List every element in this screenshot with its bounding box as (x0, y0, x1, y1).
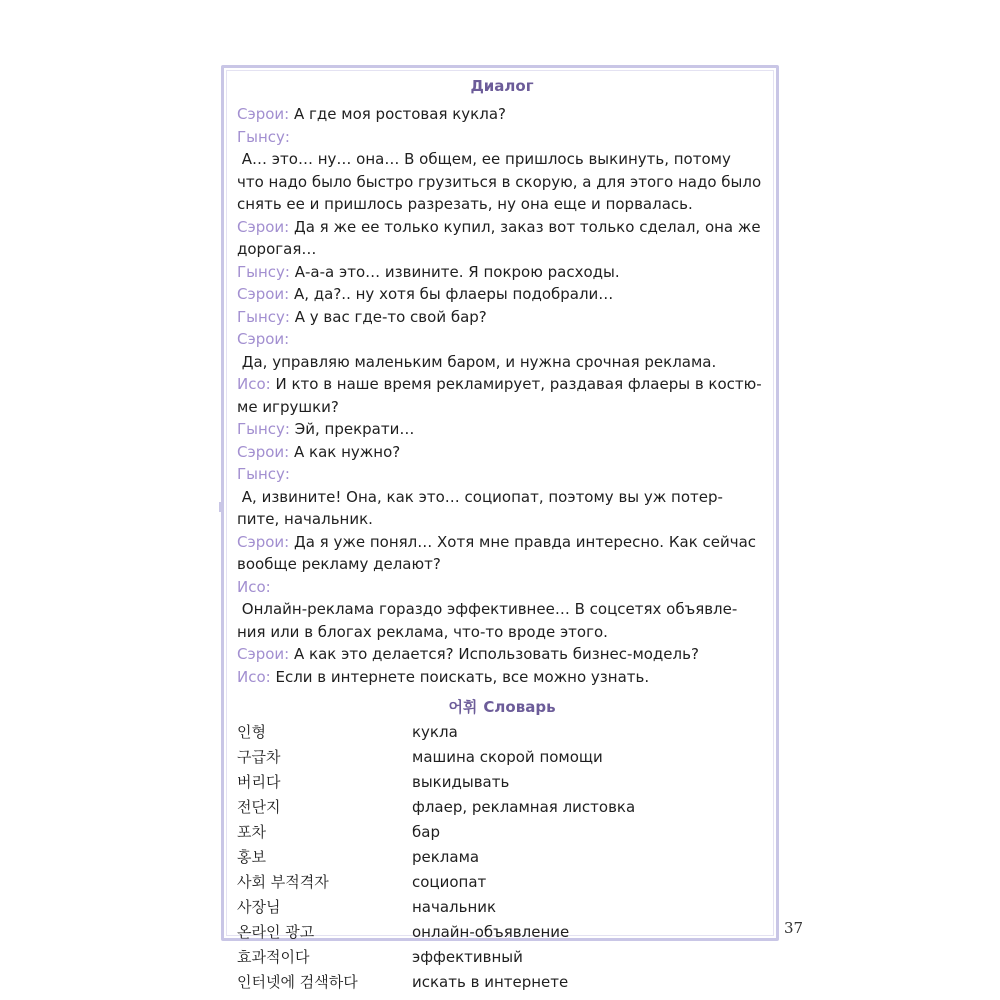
dialog-text: дорогая… (237, 240, 317, 258)
vocabulary-row (237, 895, 767, 920)
dialog-text: А как нужно? (289, 442, 401, 461)
vocabulary-russian-translation: машина скорой помощи (412, 748, 603, 766)
vocabulary-list (237, 720, 767, 995)
dialog-speaker: Гынсу: (237, 307, 290, 326)
dialog-text: А… это… ну… она… В общем, ее пришлось выкинуть, потому (237, 150, 731, 168)
vocabulary-korean-term: 효과적이다 (237, 948, 310, 966)
vocabulary-row (237, 745, 767, 770)
dialog-line (237, 463, 767, 508)
dialog-text: пите, начальник. (237, 510, 373, 528)
vocabulary-korean-term: 사장님 (237, 898, 281, 916)
dialog-speaker: Исо: (237, 375, 271, 393)
dialog-lines (237, 103, 767, 688)
vocabulary-korean-term: 버리다 (237, 773, 281, 791)
dialog-text: А, да?.. ну хотя бы флаеры подобрали… (289, 285, 614, 303)
dialog-speaker: Гынсу: (237, 465, 290, 483)
vocabulary-korean-term: 인터넷에 검색하다 (237, 973, 358, 991)
dialog-text: Да, управляю маленьким баром, и нужна срочная реклама. (237, 352, 717, 371)
vocabulary-korean-term: 사회 부적격자 (237, 873, 329, 891)
vocabulary-row (237, 770, 767, 795)
vocabulary-russian-translation: выкидывать (412, 773, 510, 791)
page-content (237, 73, 767, 995)
dialog-line (237, 216, 767, 239)
vocabulary-korean-term: 온라인 광고 (237, 923, 315, 941)
vocabulary-korean-term: 포차 (237, 823, 266, 841)
frame-left-mark (219, 502, 222, 512)
dialog-line (237, 531, 767, 554)
dialog-speaker: Гынсу: (237, 262, 290, 281)
dialog-speaker: Исо: (237, 667, 271, 686)
dialog-text: ме игрушки? (237, 397, 339, 416)
vocabulary-russian-translation: искать в интернете (412, 973, 569, 991)
dialog-line (237, 373, 767, 396)
dialog-line (237, 666, 767, 689)
dialog-text: Да я уже понял… Хотя мне правда интересно. Как сейчас (289, 532, 757, 551)
dialog-speaker: Гынсу: (237, 127, 290, 146)
dialog-speaker: Сэрои: (237, 217, 290, 236)
page-number: 37 (784, 919, 804, 937)
vocabulary-row (237, 820, 767, 845)
dialog-line (237, 508, 767, 531)
dialog-speaker: Сэрои: (237, 105, 290, 123)
vocabulary-row (237, 845, 767, 870)
dialog-text: А где моя ростовая кукла? (289, 105, 506, 123)
dialog-text: что надо было быстро грузиться в скорую, а для этого надо было (237, 172, 762, 191)
vocabulary-russian-translation: бар (412, 823, 440, 841)
vocabulary-row (237, 720, 767, 745)
dialog-line (237, 396, 767, 419)
dialog-text: Онлайн-реклама гораздо эффективнее… В соцсетях объявле- (237, 600, 738, 618)
vocabulary-korean-term: 홍보 (237, 848, 266, 866)
dialog-text: И кто в наше время рекламирует, раздавая флаеры в костю- (270, 375, 762, 393)
dialog-text: вообще рекламу делают? (237, 555, 441, 573)
dialog-text: А как это делается? Использовать бизнес-модель? (289, 645, 699, 663)
vocabulary-russian-translation: кукла (412, 723, 458, 741)
dialog-line (237, 103, 767, 126)
dialog-line (237, 306, 767, 329)
vocabulary-row (237, 795, 767, 820)
dialog-text: ния или в блогах реклама, что-то вроде этого. (237, 622, 608, 641)
dialog-speaker: Сэрои: (237, 645, 290, 663)
dialog-line (237, 261, 767, 284)
vocabulary-heading-russian: Словарь (483, 698, 556, 716)
dialog-speaker: Сэрои: (237, 532, 290, 551)
vocabulary-russian-translation: социопат (412, 873, 487, 891)
dialog-speaker: Сэрои: (237, 442, 290, 461)
dialog-line (237, 193, 767, 216)
dialog-line (237, 553, 767, 576)
dialog-text: Эй, прекрати… (289, 420, 415, 438)
vocabulary-korean-term: 구급차 (237, 748, 281, 766)
dialog-text: Если в интернете поискать, все можно узнать. (270, 667, 650, 686)
vocabulary-russian-translation: эффективный (412, 948, 523, 966)
dialog-text: Да я же ее только купил, заказ вот только сделал, она же (289, 217, 761, 236)
vocabulary-korean-term: 인형 (237, 723, 266, 741)
dialog-heading: Диалог (470, 77, 534, 95)
vocabulary-heading-korean: 어휘 (448, 698, 478, 716)
dialog-speaker: Сэрои: (237, 330, 290, 348)
dialog-line (237, 126, 767, 171)
dialog-line (237, 418, 767, 441)
dialog-line (237, 441, 767, 464)
dialog-speaker: Гынсу: (237, 420, 290, 438)
vocabulary-row (237, 870, 767, 895)
dialog-line (237, 328, 767, 373)
dialog-speaker: Исо: (237, 577, 271, 596)
vocabulary-russian-translation: флаер, рекламная листовка (412, 798, 636, 816)
dialog-line (237, 283, 767, 306)
dialog-text: А, извините! Она, как это… социопат, поэтому вы уж потер- (237, 487, 723, 506)
vocabulary-row (237, 970, 767, 995)
vocabulary-russian-translation: онлайн-объявление (412, 923, 570, 941)
dialog-line (237, 171, 767, 194)
dialog-line (237, 238, 767, 261)
dialog-line (237, 643, 767, 666)
vocabulary-row (237, 920, 767, 945)
dialog-text: А у вас где-то свой бар? (289, 307, 487, 326)
dialog-speaker: Сэрои: (237, 285, 290, 303)
dialog-line (237, 621, 767, 644)
dialog-text: А-а-а это… извините. Я покрою расходы. (289, 262, 620, 281)
vocabulary-russian-translation: начальник (412, 898, 497, 916)
vocabulary-russian-translation: реклама (412, 848, 480, 866)
vocabulary-heading (237, 696, 767, 718)
dialog-text: снять ее и пришлось разрезать, ну она еще и порвалась. (237, 195, 693, 213)
dialog-line (237, 576, 767, 621)
vocabulary-row (237, 945, 767, 970)
frame-right-mark (776, 502, 779, 512)
vocabulary-korean-term: 전단지 (237, 798, 281, 816)
